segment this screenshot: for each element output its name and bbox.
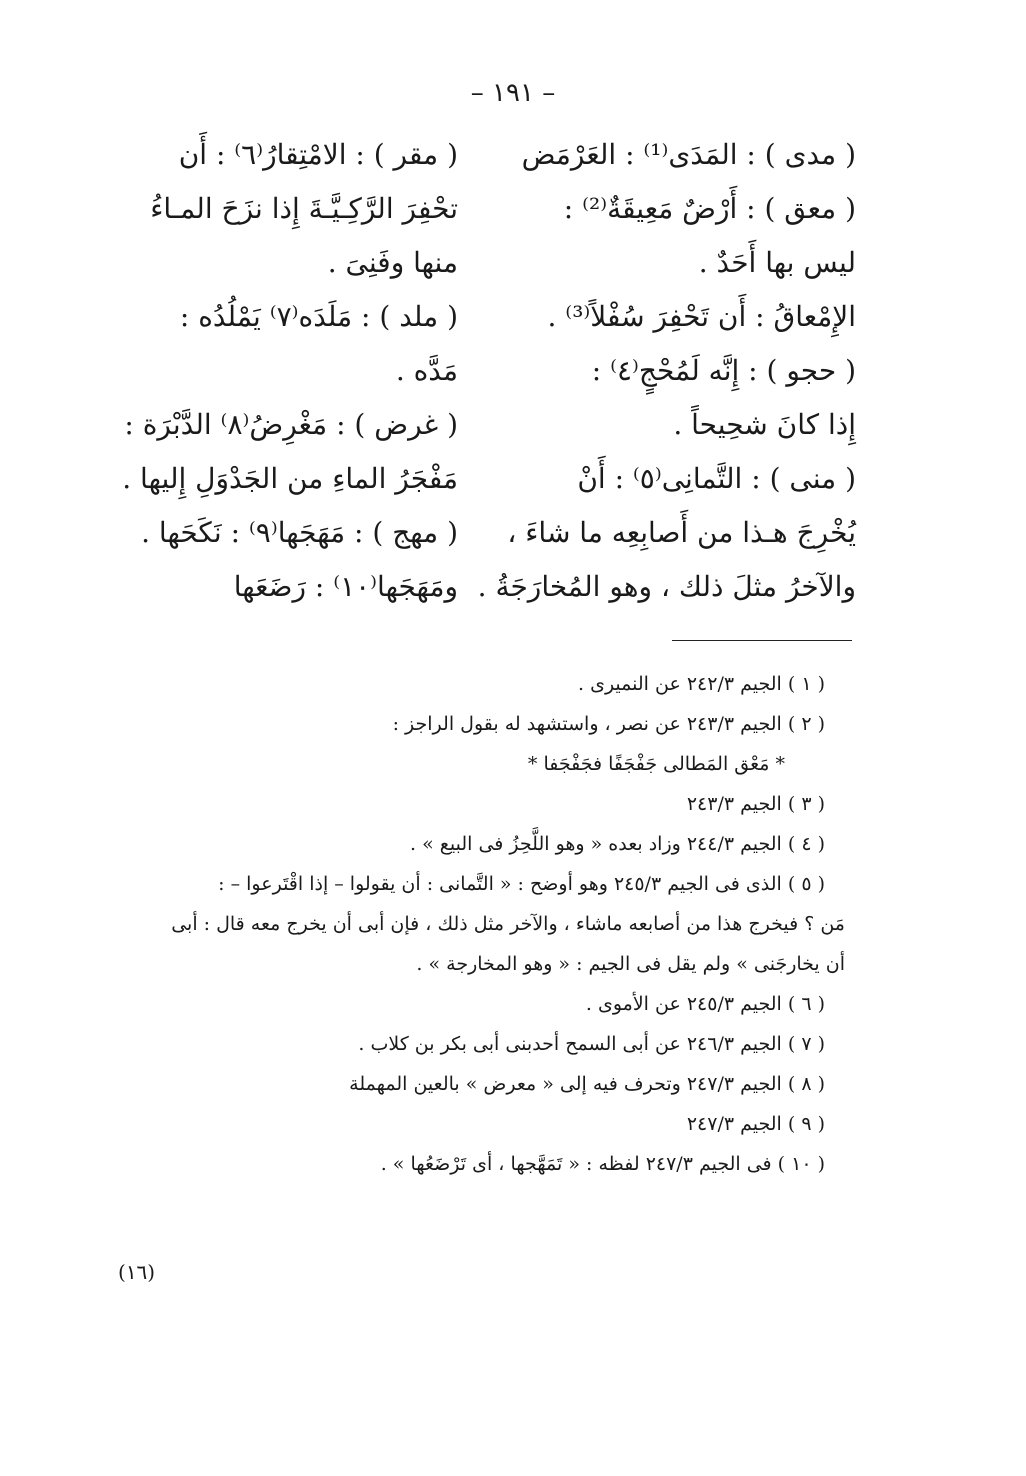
entry-line: والآخرُ مثلَ ذلك ، وهو المُخارَجَةُ . <box>477 570 856 603</box>
footnote: ( ٦ ) الجيم ٢٤٥/٣ عن الأموى . <box>585 993 825 1015</box>
entry-line: ( مدى ) : المَدَى⁽¹⁾ : العَرْمَض <box>521 138 856 171</box>
footnote-verse: * مَعْق المَطالى جَفْجَفًا فجَفْجَفا * <box>527 753 785 775</box>
footnotes <box>100 664 845 1184</box>
entry-line: الإِمْعاقُ : أَن تَحْفِرَ سُفْلاً⁽³⁾ . <box>547 300 856 333</box>
footnote: ( ١٠ ) فى الجيم ٢٤٧/٣ لفظه : « تَمَهَّجها ، أى تَرْضَعُها » . <box>380 1153 825 1175</box>
footnote: ( ١ ) الجيم ٢٤٢/٣ عن النميرى . <box>578 673 825 695</box>
left-column <box>108 128 458 614</box>
footnote-separator <box>672 640 852 641</box>
entry-line: ومَهَجَها⁽١٠⁾ : رَضَعَها <box>233 570 458 603</box>
footnote: ( ٨ ) الجيم ٢٤٧/٣ وتحرف فيه إلى « معرض » بالعين المهملة <box>349 1073 825 1095</box>
footnote: ( ٤ ) الجيم ٢٤٤/٣ وزاد بعده « وهو اللَّحِزُ فى البيع » . <box>410 833 825 855</box>
page-number: – ١٩١ – <box>470 78 556 108</box>
entry-line: مَفْجَرُ الماءِ من الجَدْوَلِ إِليها . <box>122 462 458 495</box>
entry-line: منها وفَنِىَ . <box>327 246 458 279</box>
entry-line: إِذا كانَ شحِيحاً . <box>673 408 856 441</box>
entry-line: ( معق ) : أَرْضٌ مَعِيقَةٌ⁽²⁾ : <box>563 192 856 225</box>
entry-line: ( غرض ) : مَغْرِضُ⁽٨⁾ الدَّبْرَة : <box>124 408 458 441</box>
footnote: ( ٢ ) الجيم ٢٤٣/٣ عن نصر ، واستشهد له بقول الراجز : <box>392 713 825 735</box>
footnote: ( ٩ ) الجيم ٢٤٧/٣ <box>686 1113 825 1135</box>
footnote-continuation: مَن ؟ فيخرج هذا من أصابعه ماشاء ، والآخر مثل ذلك ، فإن أبى أن يخرج معه قال : أبى <box>171 913 845 935</box>
entry-line: مَدَّه . <box>395 354 458 387</box>
footnote: ( ٣ ) الجيم ٢٤٣/٣ <box>686 793 825 815</box>
right-column <box>477 128 856 614</box>
signature-mark: (١٦) <box>118 1260 156 1284</box>
entry-line: ( مقر ) : الامْتِقارُ⁽٦⁾ : أَن <box>178 138 458 171</box>
entry-line: ليس بها أَحَدٌ . <box>698 246 856 279</box>
entry-line: ( ملد ) : مَلَدَه⁽٧⁾ يَمْلُدُه : <box>179 300 458 333</box>
entry-line: تحْفِرَ الرَّكِـيَّـةَ إِذا نزَحَ المـاءُ <box>150 192 458 225</box>
footnote: ( ٥ ) الذى فى الجيم ٢٤٥/٣ وهو أوضح : « التَّمانى : أن يقولوا – إذا اقْتَرعوا – : <box>218 873 825 895</box>
entry-line: ( مهج ) : مَهَجَها⁽٩⁾ : نَكَحَها . <box>141 516 458 549</box>
footnote: ( ٧ ) الجيم ٢٤٦/٣ عن أبى السمح أحدبنى أبى بكر بن كلاب . <box>358 1033 825 1055</box>
entry-line: ( منى ) : التَّمانِى⁽٥⁾ : أَنْ <box>577 462 856 495</box>
entry-line: ( حجو ) : إِنَّه لَمُحْجٍ⁽٤⁾ : <box>591 354 856 387</box>
footnote-continuation: أن يخارجَنى » ولم يقل فى الجيم : « وهو المخارجة » . <box>416 953 845 975</box>
entry-line: يُخْرِجَ هـذا من أَصابِعِه ما شاءَ ، <box>507 516 856 549</box>
